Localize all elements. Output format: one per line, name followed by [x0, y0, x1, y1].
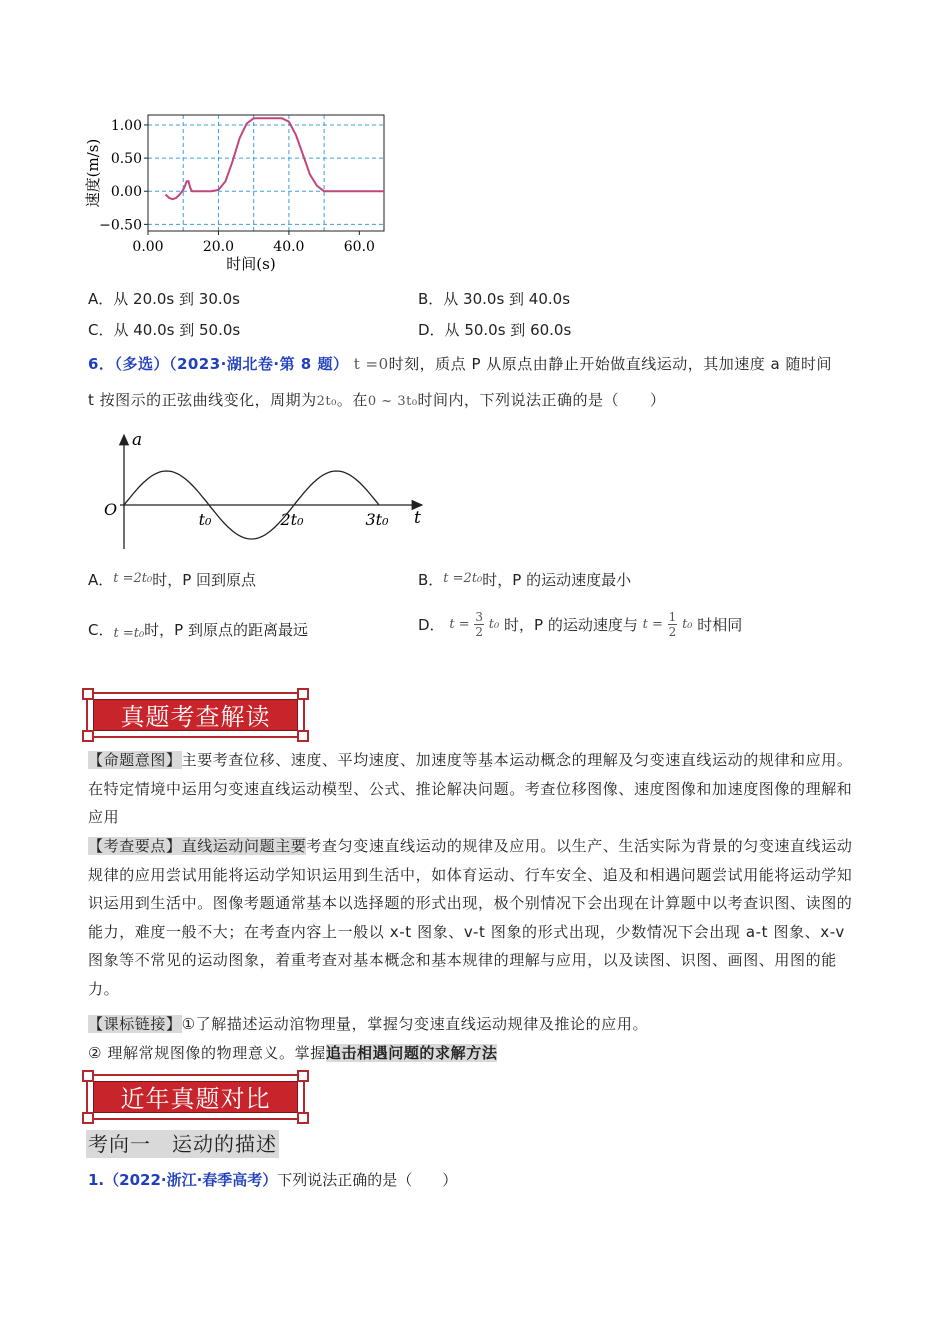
banner-corner [82, 688, 94, 700]
banner-label: 真题考查解读 [120, 703, 271, 731]
points-paragraph [88, 832, 864, 1003]
q6-line2-post: 时间内，下列说法正确的是（ ） [417, 391, 666, 409]
x-tick-label: 60.0 [343, 239, 375, 255]
banner-exam-interpretation [86, 692, 305, 738]
option-t0-2: t₀ [682, 616, 693, 632]
y-tick-label: 1.00 [110, 117, 142, 134]
t-tick-label: 2t₀ [280, 510, 304, 529]
q5-option-d[interactable]: D．从 50.0s 到 60.0s [418, 321, 572, 339]
q6-number: 6． [88, 355, 115, 373]
standard-text: ①了解描述运动涫物理量，掌握匀变速直线运动规律及推论的应用。 [181, 1015, 649, 1033]
q6-stem-line1 [88, 354, 832, 374]
option-eq: t =2t₀ [443, 571, 483, 586]
points-text: 考查匀变速直线运动的规律及应用。以生产、生活实际为背景的匀变速直线运动规律的应用尝试用能将运动学知识运用到生活中，如体育运动、行车安全、追及和相遇问题尝试用能将运动学知识运用到生活中。图像考题通常基本以选择题的形式出现，极个别情况下会出现在计算题中以考查识图、读图的能力，难度一般不大；在考查内容上一般以 x-t 图象、v-t 图象的形式出现，少数情况下会出现 a-t 图象、x-v 图象等不常见的运动图象，着重考查对基本概念和基本规律的理解与应用，以及读图、识图、画图、用图的能力。 [88, 837, 853, 998]
option-letter: D． [418, 615, 445, 634]
q6-option-a[interactable] [88, 570, 256, 592]
y-tick-label: 0.50 [110, 151, 142, 168]
intent-text: 主要考查位移、速度、平均速度、加速度等基本运动概念的理解及匀变速直线运动的规律和应用。在特定情境中运用匀变速直线运动模型、公式、推论解决问题。考查位移图像、速度图像和加速度图像的理解和应用 [88, 751, 853, 826]
intent-paragraph [88, 746, 864, 832]
standard-line2 [88, 1039, 864, 1068]
q6-eq-t0: t =0 [353, 355, 389, 373]
section-title: 考向一 运动的描述 [88, 1132, 277, 1156]
q6-line2-pre: t 按图示的正弦曲线变化，周期为 [88, 391, 317, 409]
option-letter: A． [88, 571, 114, 589]
chart-frame [144, 115, 384, 235]
q6-source-tag: （多选）（2023·湖北卷·第 8 题） [114, 355, 349, 373]
option-text-mid: 时，P 的运动速度与 [504, 615, 638, 634]
x-axis-label: 时间(s) [226, 255, 276, 273]
x-tick-label: 0.00 [132, 239, 164, 255]
option-eq-pre-2: t = [642, 616, 663, 632]
velocity-curve [166, 118, 384, 199]
option-text: 时，P 的运动速度最小 [482, 571, 632, 589]
x-tick-label: 40.0 [273, 239, 305, 255]
points-tag: 【考查要点】 [88, 837, 182, 855]
velocity-time-chart [78, 105, 398, 275]
chart-grid [148, 115, 384, 231]
q5-option-b[interactable]: B．从 30.0s 到 40.0s [418, 290, 571, 308]
t-tick-label: t₀ [198, 510, 212, 529]
x-tick-label: 20.0 [202, 239, 235, 255]
banner-corner [297, 688, 309, 700]
standard-line2-pre: ② 理解常规图像的物理意义。掌握 [88, 1044, 326, 1062]
intent-tag: 【命题意图】 [88, 751, 182, 769]
q6-range: 0 ~ 3t₀ [367, 394, 418, 409]
q1-text: 下列说法正确的是（ ） [277, 1171, 458, 1189]
banner-corner [297, 1112, 309, 1124]
option-letter: C． [88, 621, 114, 639]
banner-label: 近年真题对比 [120, 1085, 271, 1113]
fraction-1-2: $\frac{1}{2}$ [668, 610, 677, 639]
x-tick-labels [132, 239, 375, 255]
banner-background [93, 699, 298, 731]
option-t0: t₀ [488, 616, 500, 632]
option-eq: t =t₀ [113, 626, 145, 641]
y-tick-label: 0.00 [110, 184, 142, 201]
q5-option-a[interactable]: A．从 20.0s 到 30.0s [88, 290, 240, 308]
t-tick-label: 3t₀ [365, 510, 389, 529]
q6-line2-mid: 。在 [336, 391, 368, 409]
banner-corner [297, 730, 309, 742]
option-text: 时，P 回到原点 [152, 571, 257, 589]
banner-corner [82, 1070, 94, 1082]
standard-paragraph [88, 1010, 864, 1039]
acceleration-time-chart [98, 425, 438, 555]
standard-line2-bold: 追击相遇问题的求解方法 [325, 1044, 498, 1062]
q1-stem [88, 1170, 457, 1190]
y-axis-label: 速度(m/s) [84, 138, 102, 208]
t-axis-label: t [414, 508, 421, 528]
q6-option-d[interactable] [418, 610, 742, 650]
origin-label: O [104, 500, 118, 519]
banner-corner [297, 1070, 309, 1082]
banner-recent-comparison [86, 1074, 305, 1120]
option-letter: B． [418, 571, 444, 589]
y-tick-labels [99, 118, 142, 233]
q1-source-tag: 1.（2022·浙江·春季高考） [88, 1171, 278, 1189]
q5-option-c[interactable]: C．从 40.0s 到 50.0s [88, 321, 241, 339]
a-axis-label: a [132, 430, 143, 450]
q6-option-b[interactable] [418, 570, 631, 592]
standard-tag: 【课标链接】 [88, 1015, 182, 1033]
y-tick-label: −0.50 [99, 217, 142, 234]
banner-corner [82, 730, 94, 742]
option-text-post: 时相同 [697, 615, 743, 634]
banner-background [93, 1081, 298, 1113]
q6-option-c[interactable] [88, 620, 308, 642]
option-eq-pre: t = [449, 616, 470, 632]
q6-stem-line2 [88, 390, 666, 412]
fraction-3-2: $\frac{3}{2}$ [475, 610, 484, 639]
q6-text1: 时刻，质点 P 从原点由静止开始做直线运动，其加速度 a 随时间 [388, 355, 832, 373]
banner-corner [82, 1112, 94, 1124]
option-text: 时，P 到原点的距离最远 [144, 621, 308, 639]
option-eq: t =2t₀ [113, 571, 153, 586]
points-highlight: 直线运动问题主要 [181, 837, 307, 855]
q6-period: 2t₀ [316, 394, 337, 409]
